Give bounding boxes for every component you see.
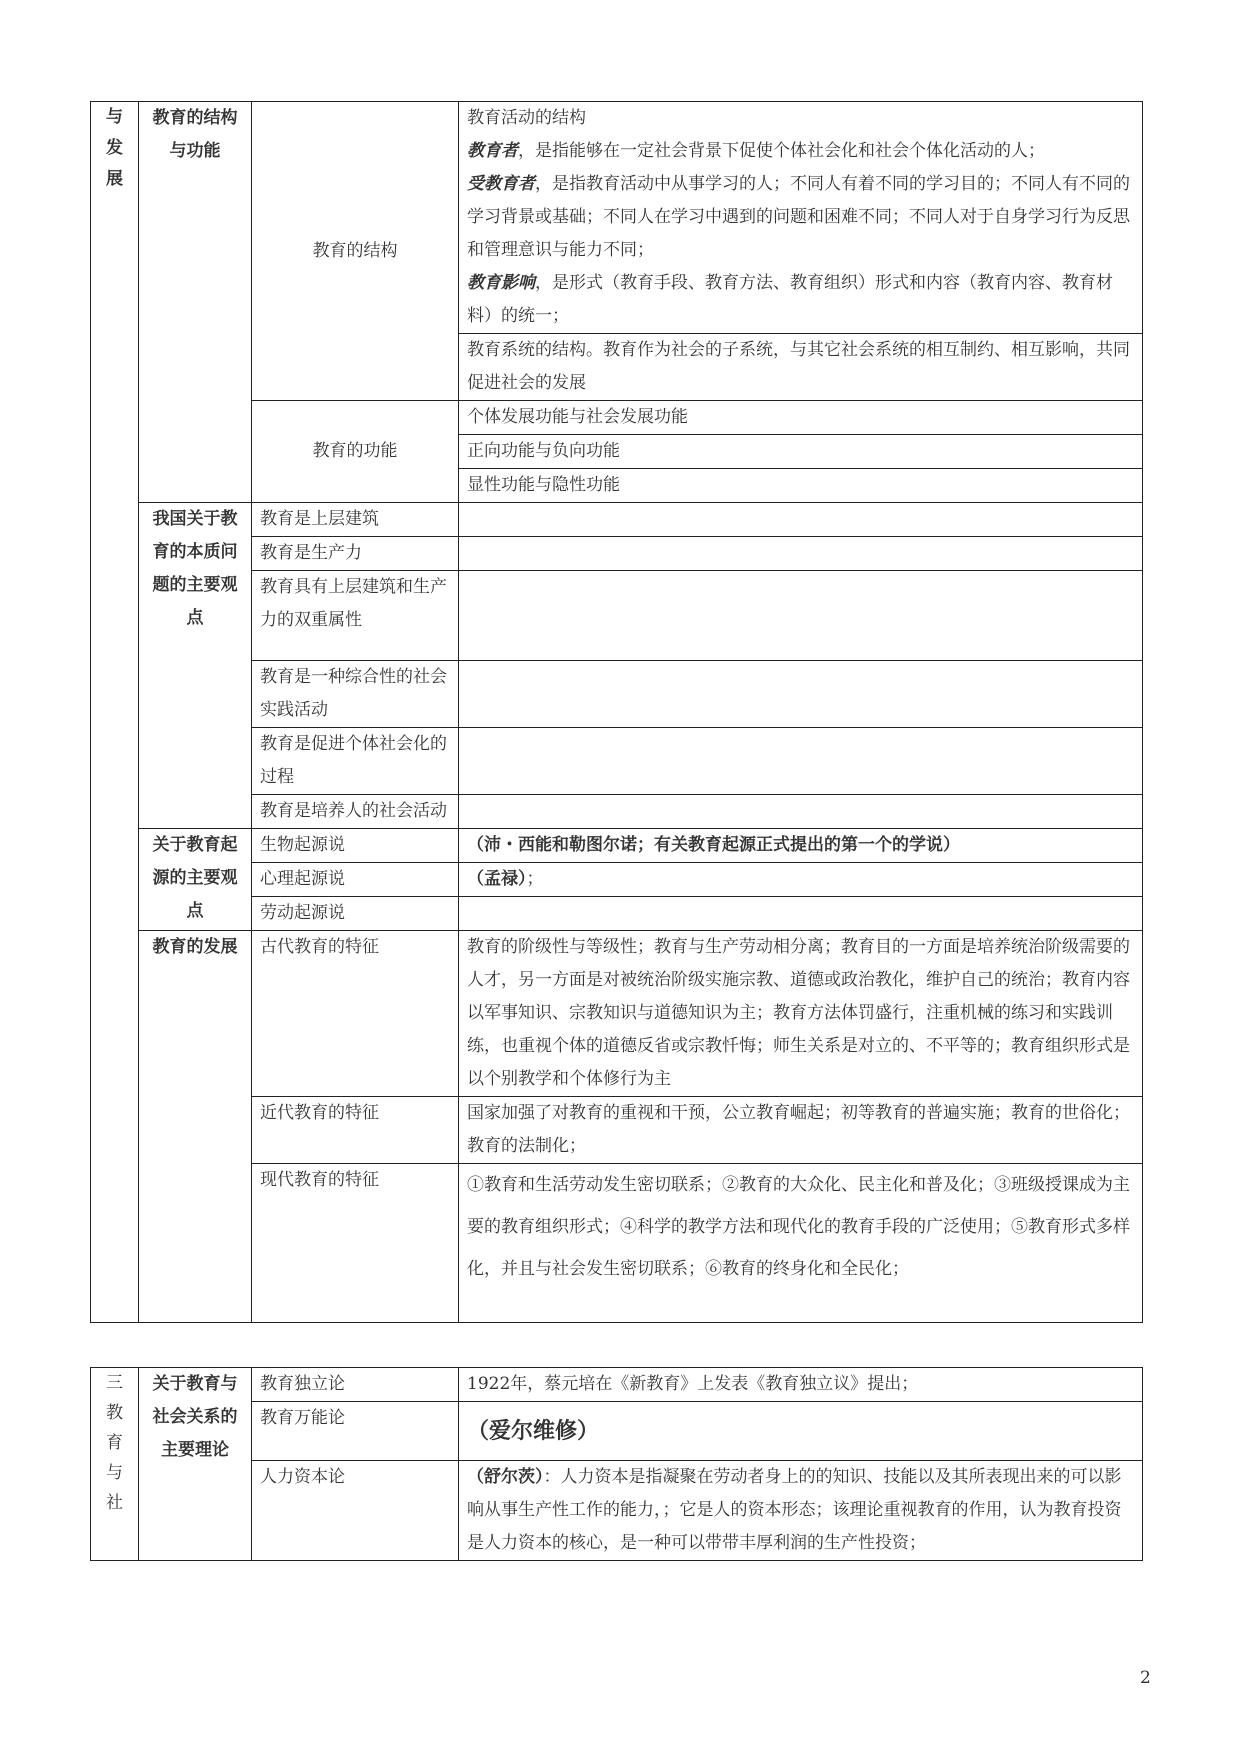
contemporary-text: ①教育和生活劳动发生密切联系；②教育的大众化、民主化和普及化；③班级授课成为主要的教育组织形式；④科学的教学方法和现代化的教育手段的广泛使用；⑤教育形式多样化，并且与社会发生密切联系；⑥教育的终身化和全民化； (459, 1164, 1143, 1323)
essence-item: 教育具有上层建筑和生产力的双重属性 (252, 571, 459, 661)
table-row (91, 829, 1143, 863)
activity-structure-title: 教育活动的结构 (467, 108, 586, 128)
system-structure-text: 教育系统的结构。教育作为社会的子系统，与其它社会系统的相互制约、相互影响，共同促进社会的发展 (459, 334, 1143, 401)
empty-cell (459, 503, 1143, 537)
ancient-name: 古代教育的特征 (252, 931, 459, 1097)
structure-label: 教育的结构 (252, 102, 459, 401)
origin-note (459, 897, 1143, 931)
theory-text: （爱尔维修） (459, 1402, 1143, 1461)
structure-function-label: 教育的结构与功能 (139, 102, 252, 503)
origin-name: 心理起源说 (252, 863, 459, 897)
essence-item: 教育是上层建筑 (252, 503, 459, 537)
table-row (91, 102, 1143, 334)
empty-cell (459, 661, 1143, 728)
theory-name: 人力资本论 (252, 1461, 459, 1561)
empty-cell (459, 571, 1143, 661)
empty-cell (459, 728, 1143, 795)
essence-item: 教育是促进个体社会化的过程 (252, 728, 459, 795)
society-theories-label: 关于教育与社会关系的主要理论 (139, 1368, 252, 1561)
table-row (91, 1368, 1143, 1402)
development-label: 教育的发展 (139, 931, 252, 1323)
modern-text: 国家加强了对教育的重视和干预，公立教育崛起；初等教育的普遍实施；教育的世俗化；教育的法制化； (459, 1097, 1143, 1164)
empty-cell (459, 795, 1143, 829)
influence-definition: 教育影响，是形式（教育手段、教育方法、教育组织）形式和内容（教育内容、教育材料）的统一； (467, 273, 1113, 326)
learner-definition: 受教育者，是指教育活动中从事学习的人；不同人有着不同的学习目的；不同人有不同的学习背景或基础；不同人在学习中遇到的问题和困难不同；不同人对于自身学习行为反思和管理意识与能力不同； (467, 174, 1130, 260)
essence-label: 我国关于教育的本质问题的主要观点 (139, 503, 252, 829)
function-item: 显性功能与隐性功能 (459, 469, 1143, 503)
theory-name: 教育万能论 (252, 1402, 459, 1461)
empty-cell (459, 537, 1143, 571)
table-row (91, 503, 1143, 537)
origin-note: （孟禄）； (459, 863, 1143, 897)
activity-structure-cell (459, 102, 1143, 334)
page-number: 2 (1140, 1668, 1151, 1688)
origin-note: （沛・西能和勒图尔诺；有关教育起源正式提出的第一个的学说） (459, 829, 1143, 863)
ancient-text: 教育的阶级性与等级性；教育与生产劳动相分离；教育目的一方面是培养统治阶级需要的人才，另一方面是对被统治阶级实施宗教、道德或政治教化，维护自己的统治；教育内容以军事知识、宗教知识与道德知识为主；教育方法体罚盛行，注重机械的练习和实践训练，也重视个体的道德反省或宗教忏悔；师生关系是对立的、不平等的；教育组织形式是以个别教学和个体修行为主 (459, 931, 1143, 1097)
modern-name: 近代教育的特征 (252, 1097, 459, 1164)
essence-item: 教育是一种综合性的社会实践活动 (252, 661, 459, 728)
contemporary-name: 现代教育的特征 (252, 1164, 459, 1323)
theory-name: 教育独立论 (252, 1368, 459, 1402)
origin-name: 生物起源说 (252, 829, 459, 863)
outline-table (90, 101, 1143, 1323)
function-item: 正向功能与负向功能 (459, 435, 1143, 469)
section-three-heading: 三 教育与社 (91, 1368, 139, 1561)
origin-name: 劳动起源说 (252, 897, 459, 931)
essence-item: 教育是生产力 (252, 537, 459, 571)
educator-definition: 教育者，是指能够在一定社会背景下促使个体社会化和社会个体化活动的人； (467, 141, 1045, 161)
theory-text: （舒尔茨）：人力资本是指凝聚在劳动者身上的的知识、技能以及其所表现出来的可以影响从事生产性工作的能力，；它是人的资本形态；该理论重视教育的作用，认为教育投资是人力资本的核心，是一种可以带带丰厚利润的生产性投资； (459, 1461, 1143, 1561)
outline-table-section-three (90, 1367, 1143, 1561)
function-label: 教育的功能 (252, 401, 459, 503)
function-item: 个体发展功能与社会发展功能 (459, 401, 1143, 435)
essence-item: 教育是培养人的社会活动 (252, 795, 459, 829)
table-row (91, 931, 1143, 1097)
section-two-heading: 与发展 (91, 102, 139, 1323)
theory-text: 1922年，蔡元培在《新教育》上发表《教育独立议》提出； (459, 1368, 1143, 1402)
origin-label: 关于教育起源的主要观点 (139, 829, 252, 931)
